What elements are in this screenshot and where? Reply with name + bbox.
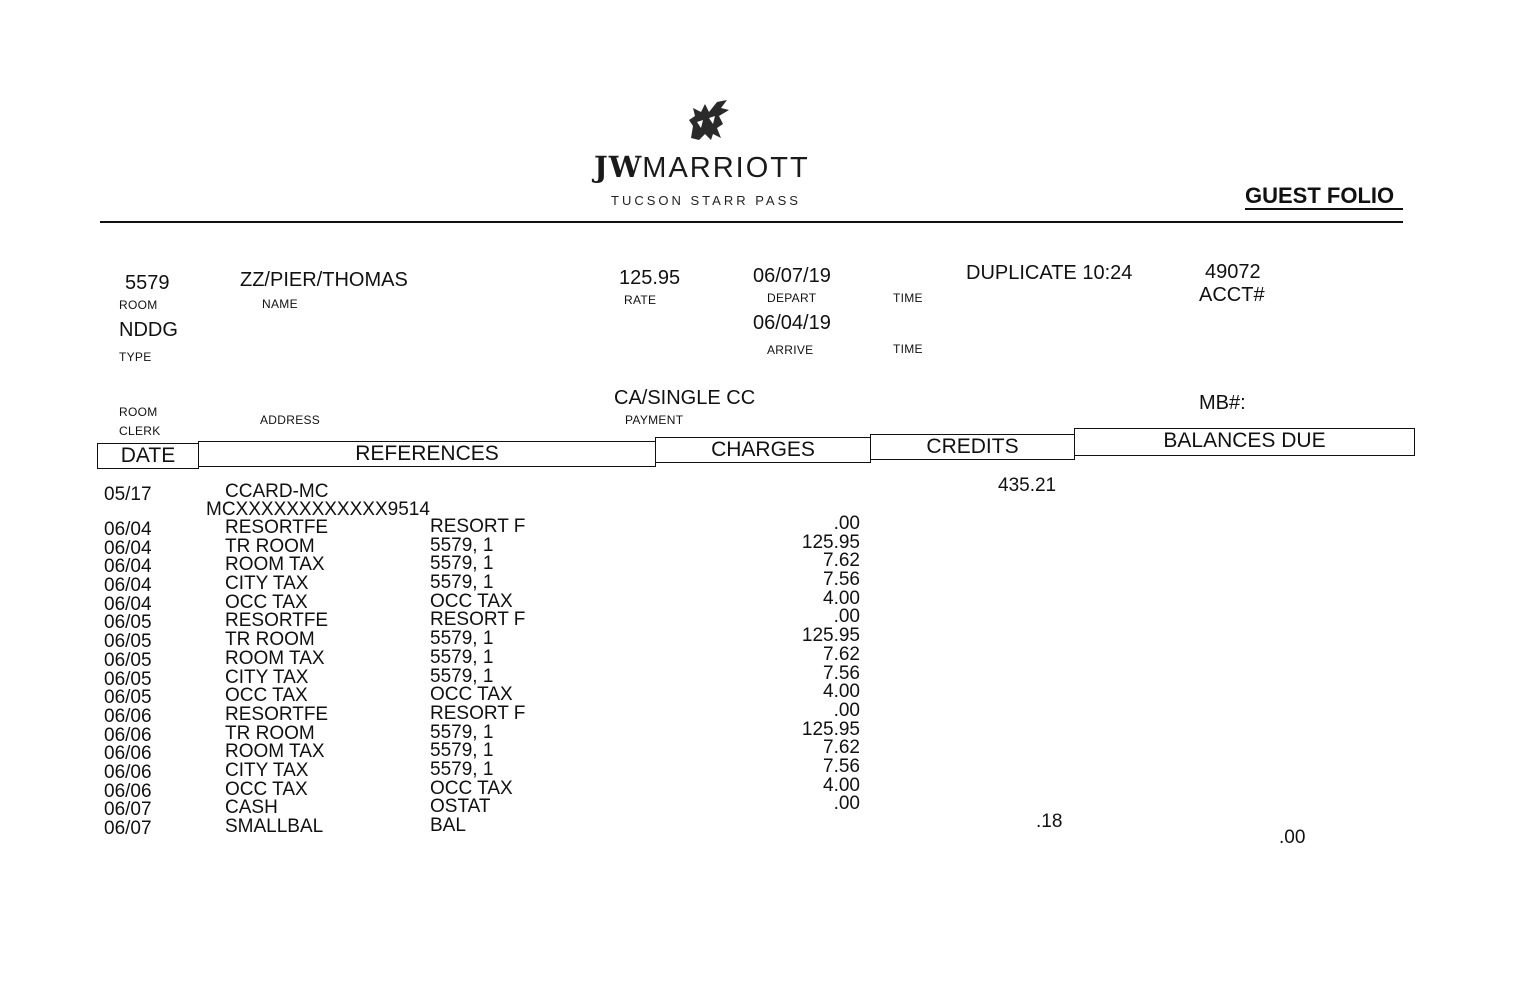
first-entry-ref: CCARD-MC	[225, 481, 329, 502]
final-credit: .18	[1036, 811, 1063, 832]
entry-date: 06/04	[104, 575, 152, 597]
entry-reference: ROOM TAX	[225, 647, 325, 669]
entry-reference: CITY TAX	[225, 759, 309, 781]
entry-charge: 7.56	[823, 662, 860, 684]
column-header-credits: CREDITS	[870, 434, 1075, 460]
room-clerk-label-1: ROOM	[119, 405, 158, 419]
entry-reference-detail: BAL	[430, 815, 466, 836]
name-label: NAME	[262, 297, 298, 311]
entry-charge: 125.95	[801, 625, 860, 647]
entry-reference: TR ROOM	[225, 629, 315, 651]
entry-reference-detail: RESORT F	[430, 516, 526, 537]
arrive-time-label: TIME	[893, 342, 923, 356]
column-header-references: REFERENCES	[198, 441, 656, 467]
brand-name: MARRIOTT	[642, 152, 810, 184]
entry-reference-detail: 5579, 1	[430, 628, 494, 650]
entry-charge: 7.62	[823, 550, 860, 572]
entry-date: 06/06	[104, 743, 152, 765]
rate-value: 125.95	[619, 267, 681, 289]
entry-date: 06/04	[104, 556, 152, 578]
entry-date: 06/05	[104, 687, 152, 709]
payment-label: PAYMENT	[625, 413, 684, 427]
entries-ref1-column	[225, 519, 328, 837]
first-entry-credit: 435.21	[998, 475, 1057, 496]
entry-charge: .00	[833, 793, 860, 815]
entry-date: 06/07	[104, 799, 152, 821]
brand-wordmark	[594, 150, 810, 185]
first-entry-card: MCXXXXXXXXXXXX9514	[206, 499, 430, 520]
entry-charge: 125.95	[801, 531, 860, 553]
entry-reference-detail: 5579, 1	[430, 572, 494, 594]
entry-date: 06/05	[104, 668, 152, 690]
entry-reference-detail: OSTAT	[430, 796, 491, 818]
acct-label: ACCT#	[1199, 284, 1265, 306]
entry-charge: 7.56	[823, 569, 860, 591]
entry-reference: OCC TAX	[225, 778, 308, 800]
room-clerk-label-2: CLERK	[119, 424, 161, 438]
entry-date: 06/05	[104, 612, 152, 634]
entry-charge	[720, 814, 860, 833]
entry-date: 06/06	[104, 705, 152, 727]
room-label: ROOM	[119, 298, 158, 312]
type-label: TYPE	[119, 350, 152, 364]
entry-charge: 4.00	[823, 681, 860, 703]
entry-reference-detail: 5579, 1	[430, 534, 494, 556]
entry-date: 06/07	[104, 818, 152, 839]
entry-reference-detail: OCC TAX	[430, 684, 513, 706]
entry-charge: 7.56	[823, 755, 860, 777]
entry-reference: RESORTFE	[225, 517, 329, 538]
property-name: TUCSON STARR PASS	[611, 193, 801, 208]
address-label: ADDRESS	[260, 413, 321, 427]
entry-date: 06/06	[104, 724, 152, 746]
entry-charge: 4.00	[823, 587, 860, 609]
column-header-date: DATE	[97, 443, 199, 469]
entry-charge: 7.62	[823, 737, 860, 759]
entry-date: 06/04	[104, 593, 152, 615]
column-header-balances-due: BALANCES DUE	[1074, 428, 1415, 456]
arrive-label: ARRIVE	[767, 343, 814, 357]
entry-reference: RESORTFE	[225, 610, 329, 632]
header-divider	[100, 221, 1403, 223]
entry-charge: .00	[833, 513, 860, 534]
entry-charge: 4.00	[823, 774, 860, 796]
brand-jw: JW	[594, 150, 643, 184]
entry-reference-detail: 5579, 1	[430, 758, 494, 780]
entry-date: 06/04	[104, 537, 152, 559]
entry-reference-detail: 5579, 1	[430, 721, 494, 743]
rate-label: RATE	[624, 293, 657, 307]
entry-reference: RESORTFE	[225, 703, 329, 725]
entry-reference: SMALLBAL	[225, 816, 324, 837]
entries-date-column	[104, 521, 152, 839]
entry-date: 06/06	[104, 761, 152, 783]
entries-ref2-column	[430, 518, 525, 836]
entries-charges-column	[720, 515, 860, 833]
type-value: NDDG	[119, 319, 178, 341]
entry-reference: TR ROOM	[225, 535, 315, 557]
entry-date: 06/05	[104, 649, 152, 671]
entry-reference-detail: 5579, 1	[430, 740, 494, 762]
entry-reference: TR ROOM	[225, 722, 315, 744]
name-value: ZZ/PIER/THOMAS	[240, 269, 408, 291]
entry-reference-detail: OCC TAX	[430, 590, 513, 612]
entry-reference: OCC TAX	[225, 591, 308, 613]
entry-reference: CITY TAX	[225, 666, 309, 688]
room-value: 5579	[125, 272, 170, 294]
griffin-logo-icon	[683, 98, 735, 142]
first-entry-date: 05/17	[104, 484, 152, 505]
entry-reference-detail: RESORT F	[430, 609, 526, 631]
entry-charge: 125.95	[801, 718, 860, 740]
entry-reference-detail: 5579, 1	[430, 646, 494, 668]
depart-time-label: TIME	[893, 291, 923, 305]
mb-label: MB#:	[1199, 392, 1246, 414]
column-header-charges: CHARGES	[655, 437, 871, 463]
entry-reference: ROOM TAX	[225, 741, 325, 763]
entry-charge: .00	[833, 699, 860, 721]
entry-reference: OCC TAX	[225, 685, 308, 707]
title-underline	[1245, 208, 1403, 210]
entry-reference-detail: 5579, 1	[430, 665, 494, 687]
doc-title: GUEST FOLIO	[1245, 183, 1395, 208]
entry-charge: 7.62	[823, 643, 860, 665]
entry-charge: .00	[833, 606, 860, 628]
duplicate-stamp: DUPLICATE 10:24	[966, 262, 1133, 284]
entry-reference-detail: RESORT F	[430, 702, 526, 724]
entry-reference: ROOM TAX	[225, 554, 325, 576]
entry-date: 06/05	[104, 631, 152, 653]
entry-reference: CASH	[225, 797, 278, 819]
entry-date: 06/06	[104, 780, 152, 802]
entry-reference: CITY TAX	[225, 573, 309, 595]
depart-value: 06/07/19	[753, 265, 831, 287]
acct-value: 49072	[1205, 261, 1261, 283]
entry-reference-detail: 5579, 1	[430, 553, 494, 575]
depart-label: DEPART	[767, 291, 817, 305]
payment-value: CA/SINGLE CC	[614, 387, 756, 409]
entry-reference-detail: OCC TAX	[430, 777, 513, 799]
arrive-value: 06/04/19	[753, 312, 831, 334]
entry-date: 06/04	[104, 519, 152, 540]
balance-due-total: .00	[1279, 827, 1306, 848]
